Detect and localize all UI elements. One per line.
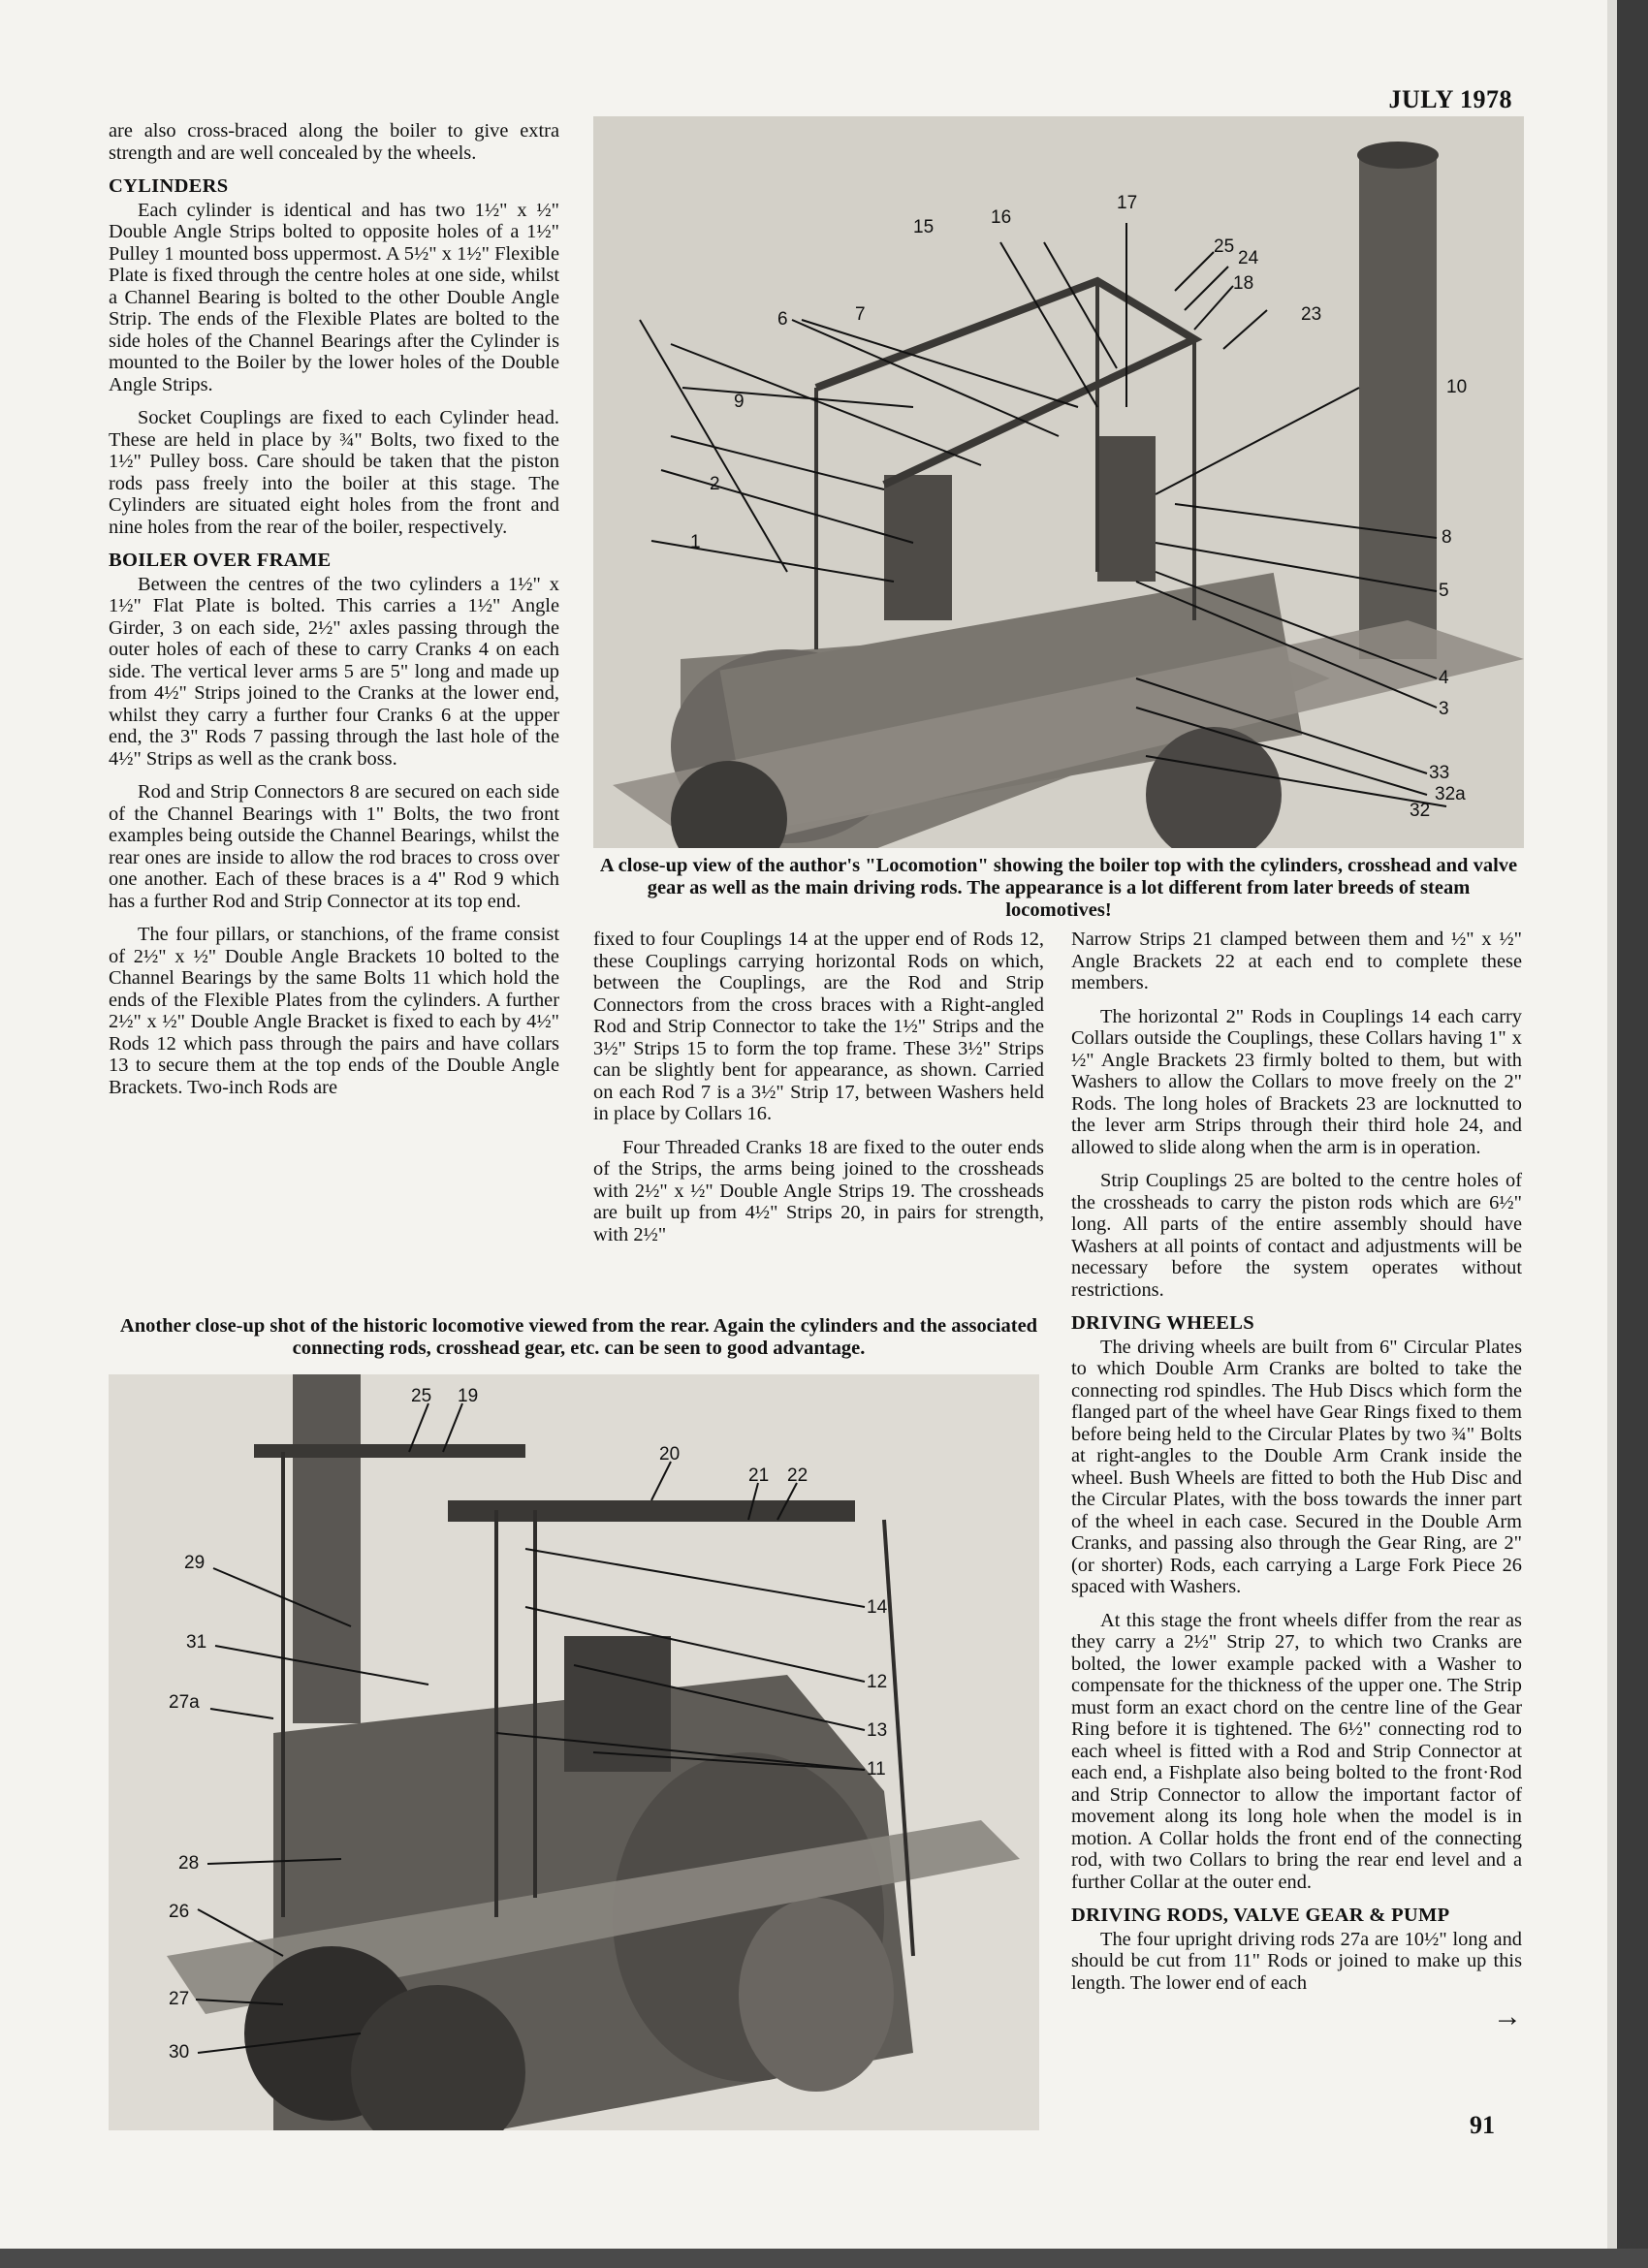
- bottom-callout-29: 29: [184, 1553, 206, 1573]
- callout-10: 10: [1446, 377, 1468, 397]
- callout-3: 3: [1439, 699, 1449, 719]
- continue-arrow: →: [1493, 2000, 1522, 2032]
- scan-bottom-border: [0, 2249, 1648, 2268]
- bottom-callout-12: 12: [867, 1672, 888, 1692]
- callout-7: 7: [855, 304, 866, 325]
- photo-bottom-caption: Another close-up shot of the historic locomotive viewed from the rear. Again the cylinders and the associated connecting rods, crosshead gear, etc. can be seen to good advantage.: [119, 1315, 1038, 1359]
- bottom-callout-11: 11: [867, 1759, 886, 1780]
- right-column: [1071, 929, 1522, 2032]
- bottom-callout-13: 13: [867, 1720, 888, 1741]
- cylinders-paragraph-2: Socket Couplings are fixed to each Cylinder head. These are held in place by ¾" Bolts, two fixed to the 1½" Pulley boss. Care should be taken that the piston rods pass freely into the boiler at this stage. The Cylinders are situated eight holes from the front and nine holes from the rear of the boiler, respectively.: [109, 407, 559, 538]
- callout-15: 15: [913, 217, 935, 237]
- boiler-heading: BOILER OVER FRAME: [109, 550, 332, 571]
- bottom-callout-21: 21: [748, 1465, 770, 1486]
- callout-17: 17: [1117, 193, 1138, 213]
- bottom-callout-27: 27: [169, 1989, 190, 2009]
- photo-top-caption: A close-up view of the author's "Locomotion" showing the boiler top with the cylinders, crosshead and valve gear as well as the main driving rods. The appearance is a lot different from later breeds of steam locomotives!: [599, 855, 1518, 921]
- callout-6: 6: [777, 309, 788, 330]
- callout-4: 4: [1439, 668, 1449, 688]
- bottom-callout-22: 22: [787, 1465, 808, 1486]
- callout-32a: 32a: [1435, 784, 1466, 804]
- right-paragraph-3: Strip Couplings 25 are bolted to the centre holes of the crossheads to carry the piston rods which are 6½" long. All parts of the entire assembly should have Washers at all points of contact and adjustments will be necessary before the system operates without restrictions.: [1071, 1170, 1522, 1301]
- callout-16: 16: [991, 207, 1012, 228]
- bottom-callout-31: 31: [186, 1632, 207, 1653]
- callout-18: 18: [1233, 273, 1254, 294]
- callout-9: 9: [734, 392, 745, 412]
- cylinder: [564, 1636, 671, 1772]
- scan-border: [1617, 0, 1648, 2268]
- bottom-callout-27a: 27a: [169, 1692, 200, 1713]
- cylinders-paragraph-1: Each cylinder is identical and has two 1½" x ½" Double Angle Strips bolted to opposite holes of a 1½" Pulley 1 mounted boss uppermost. A 5½" x 1½" Flexible Plate is fixed through the centre holes at one side, whilst a Channel Bearing is bolted to the other Double Angle Strip. The ends of the Flexible Plates are bolted to the side holes of the Channel Bearings after the Cylinder is mounted to the Boiler by the lower holes of the Double Angle Strips.: [109, 199, 559, 395]
- middle-paragraph-2: Four Threaded Cranks 18 are fixed to the outer ends of the Strips, the arms being joined to the crossheads with 2½" x ½" Double Angle Strips 19. The crossheads are built up from 4½" Strips 20, in pairs for strength, with 2½": [593, 1136, 1044, 1245]
- page-number: 91: [1470, 2111, 1495, 2139]
- callout-25: 25: [1214, 236, 1235, 257]
- bottom-callout-20: 20: [659, 1444, 681, 1465]
- boiler-paragraph-1: Between the centres of the two cylinders a 1½" x 1½" Flat Plate is bolted. This carries a 1½" Angle Girder, 3 on each side, 2½" axles passing through the outer holes of each of these to carry Cranks 4 on each side. The vertical lever arms 5 are 5" long and made up from 4½" Strips joined to the Cranks at the lower end, whilst they carry a further four Cranks 6 at the upper end, the 3" Rods 7 passing through the last hole of the 4½" Strips as well as the crank boss.: [109, 573, 559, 770]
- wheels-paragraph-2: At this stage the front wheels differ from the rear as they carry a 2½" Strip 27, to which two Cranks are bolted, the lower example packed with a Washer to compensate for the thickness of the upper one. The Strip must form an exact chord on the centre line of the Gear Ring before it is tightened. The 6½" connecting rod to each wheel is fitted with a Rod and Strip Connector at each end, a Fishplate also being bolted to the front·Rod and Strip Connector to allow the important factor of movement along its long hole when the model is in motion. A Collar holds the front end of the connecting rod, with two Collars to bring the rear end level and a further Collar at the outer end.: [1071, 1609, 1522, 1893]
- photo-bottom-illustration: [109, 1374, 1039, 2130]
- cylinder-rear: [1097, 436, 1156, 582]
- bottom-callout-26: 26: [169, 1902, 190, 1922]
- left-column: [109, 120, 559, 1110]
- chimney: [1359, 155, 1437, 659]
- rods-paragraph-1: The four upright driving rods 27a are 10½" long and should be cut from 11" Rods or joined to make up this length. The lower end of each: [1071, 1928, 1522, 1994]
- callout-5: 5: [1439, 581, 1449, 601]
- bottom-callout-25: 25: [411, 1386, 432, 1406]
- boiler-paragraph-2: Rod and Strip Connectors 8 are secured on each side of the Channel Bearings with 1" Bolts, the two front examples being outside the Channel Bearings, whilst the rear ones are inside to allow the rod braces to cross over one another. Each of these braces is a 4" Rod 9 which has a further Rod and Strip Connector at its top end.: [109, 781, 559, 912]
- callout-23: 23: [1301, 304, 1322, 325]
- right-paragraph-2: The horizontal 2" Rods in Couplings 14 each carry Collars outside the Couplings, these Collars having 1" x ½" Angle Brackets 23 firmly bolted to them, but with Washers to allow the Collars to move freely on the 2" Rods. The long holes of Brackets 23 are locknutted to the lever arm Strips through their third hole 24, and allowed to slide along when the arm is in operation.: [1071, 1005, 1522, 1158]
- callout-33: 33: [1429, 763, 1450, 783]
- photo-top-locomotive: [593, 116, 1524, 848]
- callout-8: 8: [1442, 527, 1452, 548]
- callout-24: 24: [1238, 248, 1259, 268]
- crosshead: [448, 1500, 855, 1522]
- bottom-callout-19: 19: [458, 1386, 479, 1406]
- photo-top-illustration: [593, 116, 1524, 848]
- cylinder-front: [884, 475, 952, 620]
- bottom-callout-14: 14: [867, 1597, 888, 1618]
- callout-1: 1: [690, 532, 701, 552]
- intro-paragraph: are also cross-braced along the boiler to give extra strength and are well concealed by the wheels.: [109, 120, 559, 164]
- callout-32: 32: [1410, 801, 1431, 821]
- bottom-callout-30: 30: [169, 2042, 190, 2063]
- issue-date: JULY 1978: [1388, 85, 1512, 113]
- wheels-paragraph-1: The driving wheels are built from 6" Circular Plates to which Double Arm Cranks are bolted to take the connecting rod spindles. The Hub Discs which form the flanged part of the wheel have Gear Rings fixed to them before being held to the Circular Plates by two ¾" Bolts at right-angles to the Double Arm Crank inside the wheel. Bush Wheels are fitted to both the Hub Disc and the Circular Plates, with the boss towards the inner part of the wheel in each case. Secured in the Double Arm Cranks, and passing also through the Gear Ring, are 2" (or shorter) Rods, each carrying a Large Fork Piece 26 spaced with Washers.: [1071, 1336, 1522, 1597]
- right-paragraph-1: Narrow Strips 21 clamped between them and ½" x ½" Angle Brackets 22 at each end to complete these members.: [1071, 929, 1522, 993]
- cylinders-heading: CYLINDERS: [109, 175, 229, 197]
- bottom-callout-28: 28: [178, 1853, 200, 1874]
- callout-2: 2: [710, 474, 720, 494]
- driving-rods-heading: DRIVING RODS, VALVE GEAR & PUMP: [1071, 1905, 1450, 1926]
- middle-column: [593, 929, 1044, 1257]
- photo-bottom-locomotive: [109, 1374, 1039, 2130]
- page-edge: [1607, 0, 1617, 2249]
- boiler-paragraph-3: The four pillars, or stanchions, of the frame consist of 2½" x ½" Double Angle Brackets 10 bolted to the Channel Bearings by the same Bolts 11 which hold the ends of the Flexible Plates from the cylinders. A further 2½" x ½" Double Angle Bracket is fixed to each by 4½" Rods 12 which pass through the pairs and have collars 13 to secure them at the top ends of the Double Angle Brackets. Two-inch Rods are: [109, 924, 559, 1098]
- middle-paragraph-1: fixed to four Couplings 14 at the upper end of Rods 12, these Couplings carrying horizontal Rods on which, between the Couplings, are the Rod and Strip Connectors from the cross braces with a Right-angled Rod and Strip Connector to take the 1½" Strips and the 3½" Strips 15 to form the top frame. These 3½" Strips can be slightly bent for appearance, as shown. Carried on each Rod 7 is a 3½" Strip 17, between Washers held in place by Collars 16.: [593, 929, 1044, 1124]
- driving-wheels-heading: DRIVING WHEELS: [1071, 1312, 1254, 1334]
